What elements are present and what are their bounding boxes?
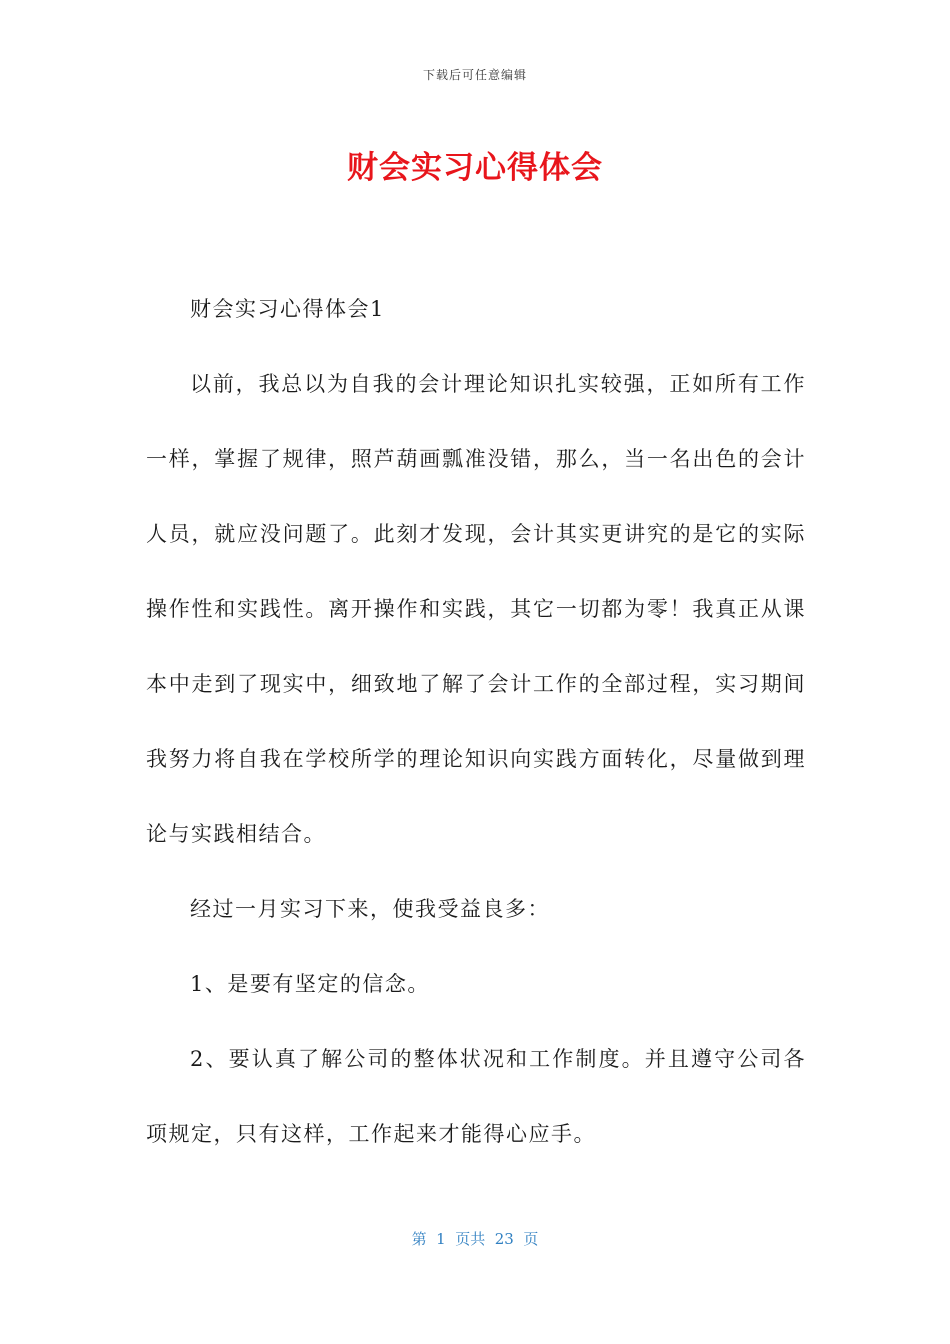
list-item: 2、要认真了解公司的整体状况和工作制度。并且遵守公司各项规定，只有这样，工作起来才能得心应手。 xyxy=(146,1047,806,1146)
body-paragraph: 经过一月实习下来，使我受益良多： xyxy=(190,897,550,921)
document-title: 财会实习心得体会 xyxy=(347,150,603,186)
body-paragraph: 以前，我总以为自我的会计理论知识扎实较强，正如所有工作一样，掌握了规律，照芦葫画瓢准没错，那么，当一名出色的会计人员，就应没问题了。此刻才发现，会计其实更讲究的是它的实际操作性和实践性。离开操作和实践，其它一切都为零！我真正从课本中走到了现实中，细致地了解了会计工作的全部过程，实习期间我努力将自我在学校所学的理论知识向实践方面转化，尽量做到理论与实践相结合。 xyxy=(146,372,806,846)
document-body xyxy=(146,272,806,1172)
page-number-footer: 第 1 页共 23 页 xyxy=(411,1230,539,1248)
list-item: 1、是要有坚定的信念。 xyxy=(190,972,430,996)
header-note: 下载后可任意编辑 xyxy=(422,68,527,82)
section-heading: 财会实习心得体会1 xyxy=(190,297,385,321)
